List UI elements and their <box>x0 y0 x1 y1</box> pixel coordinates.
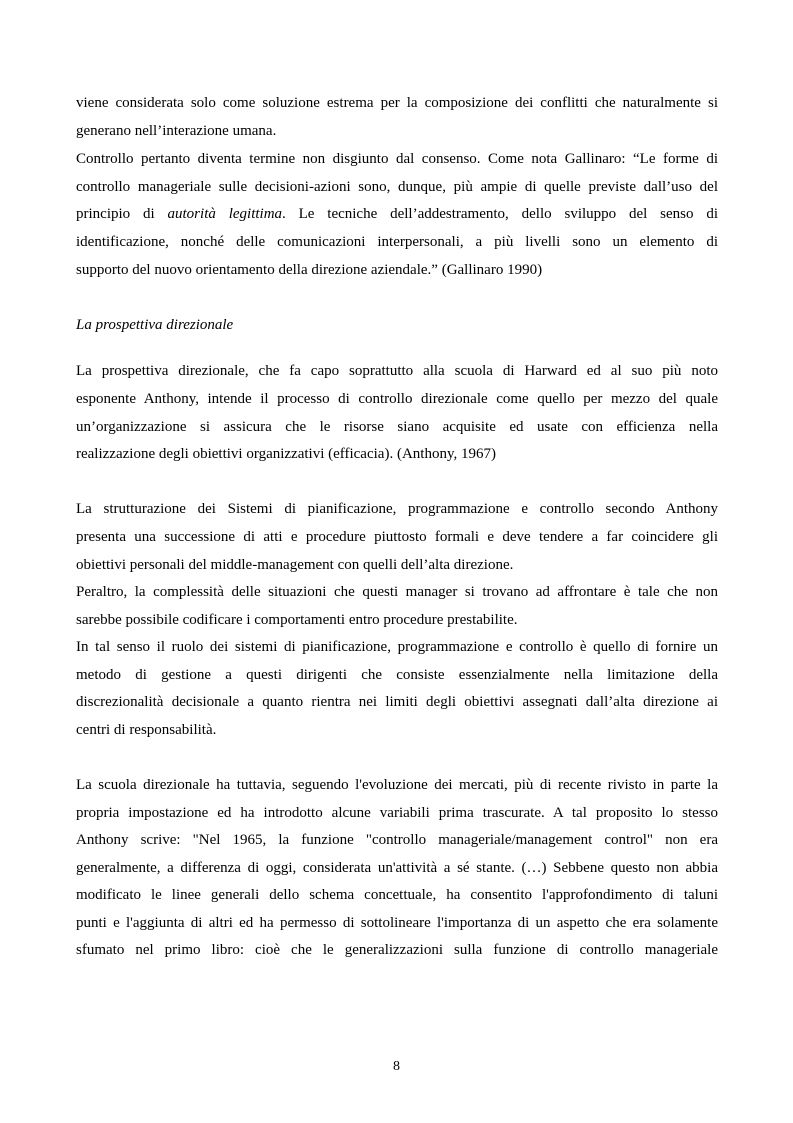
text-line: un’organizzazione si assicura che le risorse siano acquisite ed usate con efficienza nella <box>76 419 718 435</box>
text-line: propria impostazione ed ha introdotto alcune variabili prima trascurate. A tal proposito lo stesso <box>76 805 718 821</box>
text-line: La scuola direzionale ha tuttavia, seguendo l'evoluzione dei mercati, più di recente rivisto in parte la <box>76 777 718 793</box>
text-line: discrezionalità decisionale a quanto rientra nei limiti degli obiettivi assegnati dall’alta direzione ai <box>76 694 718 710</box>
text-line: sfumato nel primo libro: cioè che le generalizzazioni sulla funzione di controllo manageriale <box>76 942 718 958</box>
text-line <box>76 205 718 223</box>
text-line: generano nell’interazione umana. <box>76 123 277 139</box>
text-line: La prospettiva direzionale, che fa capo soprattutto alla scuola di Harward ed al suo più noto <box>76 363 718 379</box>
emphasis-text: autorità legittima <box>167 206 283 222</box>
text-line: Peraltro, la complessità delle situazioni che questi manager si trovano ad affrontare è tale che non <box>76 584 718 600</box>
text-line: sarebbe possibile codificare i comportamenti entro procedure prestabilite. <box>76 612 518 628</box>
text-line: centri di responsabilità. <box>76 722 217 738</box>
text-line: In tal senso il ruolo dei sistemi di pianificazione, programmazione e controllo è quello di fornire un <box>76 639 718 655</box>
section-heading: La prospettiva direzionale <box>76 317 234 333</box>
text-segment: principio di <box>76 206 168 222</box>
text-line: punti e l'aggiunta di altri ed ha permesso di sottolineare l'importanza di un aspetto che era solamente <box>76 915 718 931</box>
text-line: presenta una successione di atti e procedure piuttosto formali e deve tendere a far coincidere gli <box>76 529 718 545</box>
text-line: realizzazione degli obiettivi organizzativi (efficacia). (Anthony, 1967) <box>76 446 496 462</box>
text-line: esponente Anthony, intende il processo di controllo direzionale come quello per mezzo del quale <box>76 391 718 407</box>
page-number: 8 <box>393 1059 400 1074</box>
text-line: supporto del nuovo orientamento della direzione aziendale.” (Gallinaro 1990) <box>76 262 543 278</box>
text-line: Anthony scrive: "Nel 1965, la funzione "controllo manageriale/management control" non era <box>76 832 718 848</box>
text-line: modificato le linee generali dello schema concettuale, ha consentito l'approfondimento di taluni <box>76 887 718 903</box>
text-line: controllo manageriale sulle decisioni-azioni sono, dunque, più ampie di quelle previste dall’uso del <box>76 179 718 195</box>
text-line: viene considerata solo come soluzione estrema per la composizione dei conflitti che naturalmente si <box>76 95 718 111</box>
text-line: Controllo pertanto diventa termine non disgiunto dal consenso. Come nota Gallinaro: “Le forme di <box>76 151 718 167</box>
text-line: generalmente, a differenza di oggi, considerata un'attività a sé stante. (…) Sebbene questo non abbia <box>76 860 718 876</box>
text-line: obiettivi personali del middle-management con quelli dell’alta direzione. <box>76 557 514 573</box>
text-segment: . Le tecniche dell’addestramento, dello sviluppo del senso di <box>282 206 718 222</box>
text-line: metodo di gestione a questi dirigenti che consiste essenzialmente nella limitazione della <box>76 667 718 683</box>
text-line: identificazione, nonché delle comunicazioni interpersonali, a più livelli sono un elemento di <box>76 234 718 250</box>
text-line: La strutturazione dei Sistemi di pianificazione, programmazione e controllo secondo Anthony <box>76 501 718 517</box>
